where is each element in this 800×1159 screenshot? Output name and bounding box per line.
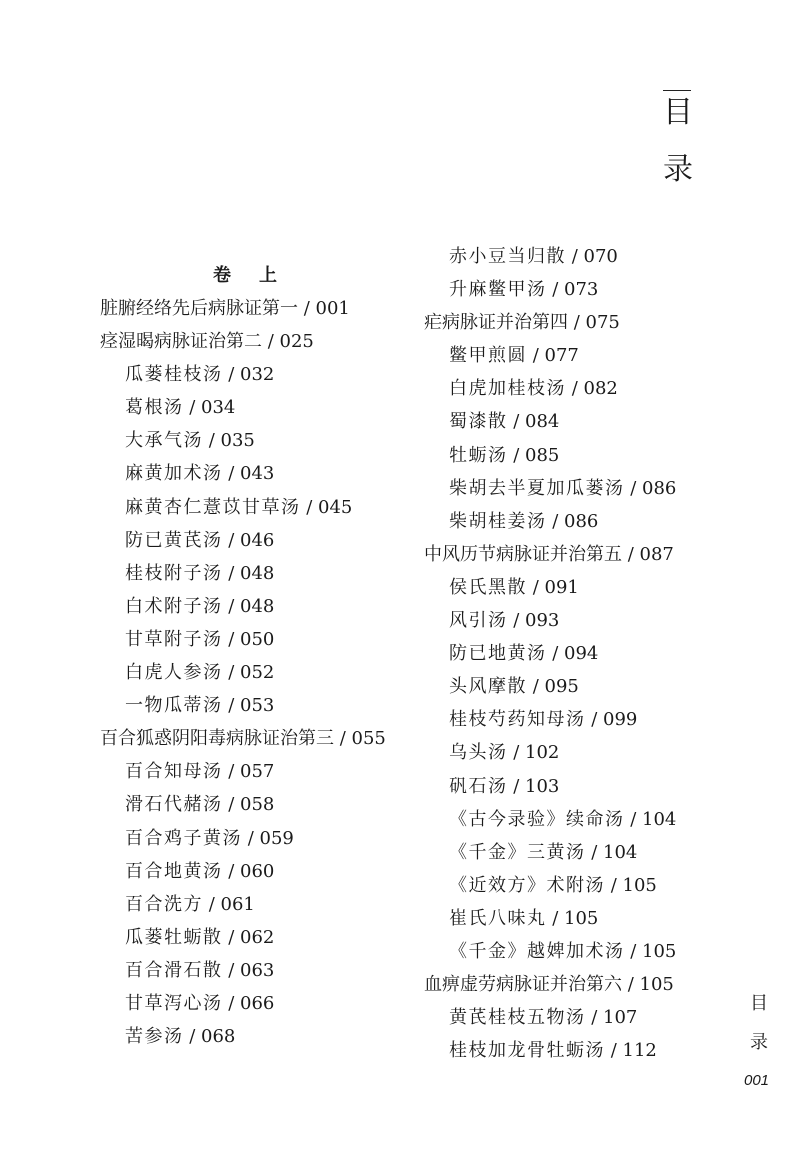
entry-title: 滑石代赭汤 [125, 794, 223, 816]
entry-separator: / [507, 444, 526, 466]
entry-page-number: 099 [603, 709, 638, 731]
entry-separator: / [568, 312, 586, 334]
entry-page-number: 086 [642, 477, 677, 499]
entry-separator: / [222, 562, 241, 584]
entry-title: 鳖甲煎圆 [449, 345, 527, 367]
entry-title: 脏腑经络先后病脉证第一 [100, 298, 298, 319]
toc-formula-entry[interactable] [100, 1020, 386, 1053]
entry-page-number: 025 [279, 331, 314, 353]
entry-separator: / [222, 463, 241, 485]
entry-page-number: 060 [240, 860, 275, 882]
entry-page-number: 094 [564, 643, 599, 665]
entry-title: 大承气汤 [125, 430, 203, 452]
entry-page-number: 068 [201, 1026, 236, 1048]
volume-heading-text: 卷上 [213, 265, 305, 286]
entry-page-number: 104 [603, 841, 638, 863]
entry-separator: / [585, 841, 604, 863]
page-number: 001 [744, 1072, 770, 1089]
entry-separator: / [546, 643, 565, 665]
entry-separator: / [527, 576, 545, 598]
entry-page-number: 059 [259, 827, 294, 849]
entry-title: 百合鸡子黄汤 [125, 827, 242, 849]
entry-page-number: 082 [583, 378, 618, 400]
entry-title: 百合知母汤 [125, 761, 223, 783]
toc-formula-entry[interactable] [424, 472, 676, 505]
toc-chapter-entry[interactable] [424, 538, 676, 571]
entry-page-number: 104 [642, 808, 677, 830]
entry-title: 柴胡桂姜汤 [449, 510, 547, 532]
entry-title: 《古今录验》续命汤 [449, 808, 625, 830]
entry-page-number: 048 [240, 562, 275, 584]
toc-formula-entry[interactable] [424, 1001, 676, 1034]
entry-title: 风引汤 [449, 610, 508, 632]
entry-title: 百合滑石散 [125, 959, 223, 981]
entry-page-number: 061 [220, 893, 255, 915]
entry-title: 桂枝加龙骨牡蛎汤 [449, 1040, 605, 1062]
entry-title: 白虎加桂枝汤 [449, 378, 566, 400]
page-title-char-2: 录 [663, 152, 693, 187]
toc-formula-entry[interactable] [424, 273, 676, 306]
entry-title: 《千金》越婢加术汤 [449, 940, 625, 962]
entry-separator: / [566, 246, 584, 267]
entry-separator: / [334, 728, 352, 750]
entry-title: 升麻鳖甲汤 [449, 279, 547, 301]
entry-separator: / [222, 628, 241, 650]
entry-title: 葛根汤 [125, 397, 184, 419]
entry-title: 牡蛎汤 [449, 444, 508, 466]
entry-page-number: 053 [240, 695, 275, 717]
entry-separator: / [222, 926, 241, 948]
entry-title: 侯氏黑散 [449, 576, 527, 598]
entry-title: 瓜蒌桂枝汤 [125, 364, 223, 386]
toc-right-column [424, 240, 676, 1067]
toc-formula-entry[interactable] [424, 339, 676, 372]
entry-separator: / [507, 742, 526, 764]
toc-formula-entry[interactable] [100, 391, 386, 424]
entry-page-number: 095 [544, 676, 579, 698]
entry-separator: / [222, 364, 241, 386]
entry-page-number: 086 [564, 510, 599, 532]
toc-formula-entry[interactable] [424, 1034, 676, 1067]
entry-title: 《千金》三黄汤 [449, 841, 586, 863]
toc-formula-entry[interactable] [424, 405, 676, 438]
entry-separator: / [605, 874, 623, 896]
entry-title: 苦参汤 [125, 1026, 184, 1048]
entry-title: 麻黄加术汤 [125, 463, 223, 485]
toc-formula-entry[interactable] [100, 623, 386, 656]
volume-heading [100, 240, 386, 292]
entry-title: 疟病脉证并治第四 [424, 312, 568, 334]
toc-formula-entry[interactable] [424, 770, 676, 803]
toc-formula-entry[interactable] [424, 670, 676, 703]
entry-separator: / [222, 794, 241, 816]
entry-page-number: 062 [240, 926, 275, 948]
toc-formula-entry[interactable] [100, 921, 386, 954]
entry-title: 甘草泻心汤 [125, 992, 223, 1014]
entry-separator: / [507, 775, 526, 797]
entry-title: 乌头汤 [449, 742, 508, 764]
entry-separator: / [300, 496, 319, 518]
entry-page-number: 105 [622, 874, 657, 896]
side-label-char-1: 目 [750, 993, 768, 1014]
toc-formula-entry[interactable] [424, 439, 676, 472]
entry-separator: / [507, 411, 526, 433]
entry-title: 百合洗方 [125, 893, 203, 915]
entry-separator: / [622, 974, 640, 996]
entry-page-number: 043 [240, 463, 275, 485]
toc-formula-entry[interactable] [100, 424, 386, 457]
entry-page-number: 070 [583, 246, 618, 267]
entry-page-number: 050 [240, 628, 275, 650]
entry-title: 黄芪桂枝五物汤 [449, 1007, 586, 1029]
entry-page-number: 058 [240, 794, 275, 816]
toc-formula-entry[interactable] [424, 803, 676, 836]
toc-formula-entry[interactable] [424, 902, 676, 935]
toc-formula-entry[interactable] [100, 457, 386, 490]
entry-title: 一物瓜蒂汤 [125, 695, 223, 717]
entry-page-number: 093 [525, 610, 560, 632]
entry-page-number: 103 [525, 775, 560, 797]
toc-formula-entry[interactable] [424, 505, 676, 538]
entry-title: 中风历节病脉证并治第五 [424, 543, 622, 565]
entry-separator: / [203, 893, 221, 915]
toc-formula-entry[interactable] [424, 703, 676, 736]
toc-chapter-entry[interactable] [424, 306, 676, 339]
entry-page-number: 107 [603, 1007, 638, 1029]
entry-separator: / [546, 907, 565, 929]
entry-separator: / [585, 1007, 604, 1029]
entry-title: 赤小豆当归散 [449, 246, 566, 267]
toc-formula-entry[interactable] [100, 491, 386, 524]
entry-separator: / [527, 676, 545, 698]
entry-title: 防已黄芪汤 [125, 529, 223, 551]
entry-title: 矾石汤 [449, 775, 508, 797]
toc-chapter-entry[interactable] [424, 968, 676, 1001]
entry-separator: / [222, 529, 241, 551]
entry-separator: / [298, 298, 316, 319]
toc-formula-entry[interactable] [100, 689, 386, 722]
toc-formula-entry[interactable] [100, 590, 386, 623]
entry-separator: / [624, 808, 643, 830]
entry-separator: / [203, 430, 221, 452]
entry-title: 百合狐惑阴阳毒病脉证治第三 [100, 728, 334, 750]
entry-page-number: 073 [564, 279, 599, 301]
entry-separator: / [222, 860, 241, 882]
toc-formula-entry[interactable] [100, 788, 386, 821]
entry-title: 痉湿暍病脉证治第二 [100, 331, 262, 353]
entry-title: 柴胡去半夏加瓜蒌汤 [449, 477, 625, 499]
entry-title: 白虎人参汤 [125, 662, 223, 684]
toc-formula-entry[interactable] [424, 240, 676, 273]
page-title-char-1: 目 [663, 95, 693, 130]
entry-title: 桂枝芍药知母汤 [449, 709, 586, 731]
toc-formula-entry[interactable] [424, 736, 676, 769]
entry-separator: / [624, 940, 643, 962]
toc-formula-entry[interactable] [100, 954, 386, 987]
toc-formula-entry[interactable] [100, 987, 386, 1020]
entry-separator: / [585, 709, 604, 731]
entry-separator: / [605, 1040, 623, 1062]
toc-left-column [100, 240, 386, 1053]
entry-title: 瓜蒌牡蛎散 [125, 926, 223, 948]
entry-page-number: 112 [622, 1040, 657, 1062]
entry-page-number: 057 [240, 761, 275, 783]
entry-title: 《近效方》术附汤 [449, 874, 605, 896]
entry-page-number: 105 [564, 907, 599, 929]
entry-separator: / [222, 959, 241, 981]
entry-title: 百合地黄汤 [125, 860, 223, 882]
entry-page-number: 032 [240, 364, 275, 386]
entry-title: 蜀漆散 [449, 411, 508, 433]
entry-separator: / [183, 397, 202, 419]
entry-page-number: 077 [544, 345, 579, 367]
entry-page-number: 055 [351, 728, 386, 750]
entry-separator: / [222, 695, 241, 717]
toc-formula-entry[interactable] [424, 836, 676, 869]
entry-page-number: 001 [315, 298, 350, 319]
entry-title: 崔氏八味丸 [449, 907, 547, 929]
entry-title: 桂枝附子汤 [125, 562, 223, 584]
toc-formula-entry[interactable] [100, 358, 386, 391]
entry-separator: / [183, 1026, 202, 1048]
entry-separator: / [222, 992, 241, 1014]
toc-formula-entry[interactable] [424, 604, 676, 637]
entry-page-number: 045 [318, 496, 353, 518]
entry-page-number: 102 [525, 742, 560, 764]
entry-page-number: 091 [544, 576, 579, 598]
entry-page-number: 034 [201, 397, 236, 419]
entry-separator: / [222, 662, 241, 684]
toc-formula-entry[interactable] [424, 571, 676, 604]
entry-separator: / [527, 345, 545, 367]
entry-page-number: 046 [240, 529, 275, 551]
entry-page-number: 048 [240, 595, 275, 617]
entry-separator: / [222, 595, 241, 617]
toc-formula-entry[interactable] [100, 855, 386, 888]
entry-title: 麻黄杏仁薏苡甘草汤 [125, 496, 301, 518]
title-rule [663, 90, 691, 91]
entry-page-number: 087 [639, 543, 674, 565]
entry-title: 防已地黄汤 [449, 643, 547, 665]
entry-separator: / [622, 543, 640, 565]
entry-title: 白术附子汤 [125, 595, 223, 617]
entry-separator: / [222, 761, 241, 783]
entry-separator: / [242, 827, 260, 849]
entry-title: 血痹虚劳病脉证并治第六 [424, 974, 622, 996]
entry-page-number: 084 [525, 411, 560, 433]
entry-page-number: 075 [585, 312, 620, 334]
entry-page-number: 066 [240, 992, 275, 1014]
toc-chapter-entry[interactable] [100, 722, 386, 755]
entry-page-number: 052 [240, 662, 275, 684]
entry-separator: / [624, 477, 643, 499]
toc-formula-entry[interactable] [100, 524, 386, 557]
toc-formula-entry[interactable] [424, 637, 676, 670]
entry-page-number: 105 [639, 974, 674, 996]
toc-formula-entry[interactable] [424, 372, 676, 405]
toc-formula-entry[interactable] [424, 869, 676, 902]
entry-page-number: 085 [525, 444, 560, 466]
entry-title: 头风摩散 [449, 676, 527, 698]
toc-formula-entry[interactable] [100, 755, 386, 788]
toc-chapter-entry[interactable] [100, 325, 386, 358]
toc-formula-entry[interactable] [100, 822, 386, 855]
entry-page-number: 105 [642, 940, 677, 962]
toc-chapter-entry[interactable] [100, 292, 386, 325]
entry-page-number: 063 [240, 959, 275, 981]
entry-separator: / [507, 610, 526, 632]
toc-formula-entry[interactable] [424, 935, 676, 968]
entry-separator: / [566, 378, 584, 400]
entry-separator: / [546, 510, 565, 532]
toc-formula-entry[interactable] [100, 557, 386, 590]
entry-title: 甘草附子汤 [125, 628, 223, 650]
entry-separator: / [546, 279, 565, 301]
entry-page-number: 035 [220, 430, 255, 452]
toc-formula-entry[interactable] [100, 888, 386, 921]
entry-separator: / [262, 331, 280, 353]
toc-formula-entry[interactable] [100, 656, 386, 689]
side-label-char-2: 录 [750, 1032, 768, 1053]
